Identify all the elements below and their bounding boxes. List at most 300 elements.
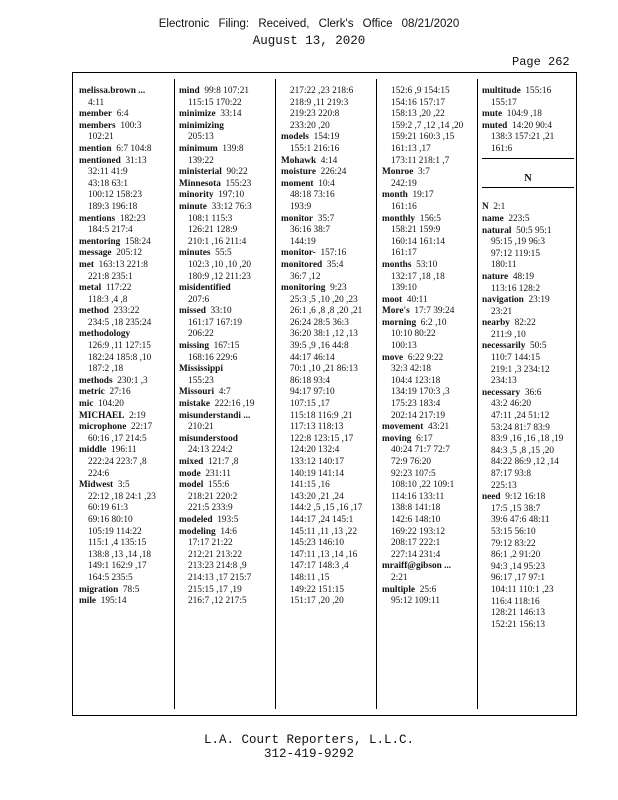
page-line-refs: 90:22	[226, 167, 248, 178]
index-references	[179, 237, 254, 249]
page-line-refs: 23:21	[491, 306, 513, 317]
page-line-refs: 158:13 ,20 ,22	[391, 109, 445, 120]
page-line-refs: 87:17 93:8	[491, 469, 532, 479]
index-references	[79, 295, 156, 307]
index-references	[281, 329, 362, 341]
index-references	[382, 329, 463, 341]
index-references	[482, 469, 574, 481]
page-line-refs: 107:15 ,17	[290, 399, 330, 410]
index-term: name	[482, 213, 504, 224]
index-references	[179, 260, 254, 272]
index-references	[482, 330, 574, 342]
index-entry	[79, 376, 156, 388]
index-references	[281, 422, 362, 434]
index-entry	[179, 167, 254, 179]
page-line-refs: 211:9 ,10	[491, 329, 526, 340]
page-line-refs: 133:12 140:17	[290, 457, 344, 467]
index-entry	[482, 318, 574, 330]
index-entry	[179, 515, 254, 527]
index-term: metric	[79, 387, 105, 398]
index-term: methodology	[79, 329, 131, 340]
index-references	[281, 295, 362, 307]
index-entry	[79, 387, 156, 399]
index-term: moment	[281, 178, 314, 189]
page-line-refs: 100:3	[120, 120, 142, 131]
index-term: Monroe	[382, 167, 414, 178]
page-line-refs: 205:12	[116, 248, 143, 259]
index-term: mraiff@gibson ...	[382, 561, 452, 572]
page-line-refs: 6:22 9:22	[407, 352, 444, 363]
index-entry	[179, 411, 254, 423]
index-references	[281, 573, 362, 585]
page-line-refs: 139:10	[391, 283, 417, 294]
index-entry	[382, 306, 463, 318]
page-line-refs: 213:23 214:8 ,9	[188, 561, 247, 572]
index-references	[79, 190, 156, 202]
index-references	[482, 365, 574, 377]
index-entry	[79, 144, 156, 156]
index-column-4	[382, 86, 463, 608]
index-references	[79, 550, 156, 562]
index-entry	[79, 121, 156, 133]
index-entry	[482, 341, 574, 353]
index-references	[79, 469, 156, 481]
page-line-refs: 104:11 110:1 ,23	[491, 584, 554, 595]
index-references	[281, 527, 362, 539]
page-line-refs: 86:18 93:4	[290, 375, 331, 386]
page-line-refs: 234:13	[491, 376, 517, 387]
page-line-refs: 126:21 128:9	[188, 225, 238, 236]
index-references	[382, 364, 463, 376]
page-line-refs: 17:7 39:24	[414, 306, 455, 317]
index-references	[179, 295, 254, 307]
page-line-refs: 94:3 ,14 95:23	[491, 561, 545, 572]
index-entry	[281, 283, 362, 295]
page-line-refs: 163:13 221:8	[98, 259, 148, 270]
page-line-refs: 78:5	[122, 584, 140, 595]
page-line-refs: 221:8 235:1	[88, 271, 133, 282]
page-line-refs: 44:17 46:14	[290, 352, 335, 363]
index-term: mode	[179, 468, 201, 479]
page-line-refs: 25:6	[419, 584, 437, 595]
page-line-refs: 184:5 217:4	[88, 225, 133, 236]
index-references	[281, 190, 362, 202]
page-line-refs: 40:11	[406, 294, 428, 305]
index-term: monitoring	[281, 283, 326, 294]
index-references	[281, 272, 362, 284]
index-term: misunderstood	[179, 433, 238, 444]
index-entry	[281, 156, 362, 168]
page-line-refs: 60:19 61:3	[88, 503, 129, 514]
page-line-refs: 2:19	[129, 410, 146, 421]
page-line-refs: 53:24 81:7 83:9	[491, 422, 550, 433]
page-line-refs: 222:24 223:7 ,8	[88, 457, 147, 467]
index-term: met	[79, 259, 94, 270]
index-entry	[482, 226, 574, 238]
page-line-refs: 139:22	[188, 155, 214, 166]
index-references	[382, 538, 463, 550]
index-term: months	[382, 259, 412, 270]
index-references	[281, 596, 362, 608]
page-line-refs: 102:21	[88, 132, 114, 143]
page-line-refs: 110:7 144:15	[491, 353, 540, 364]
index-references	[281, 364, 362, 376]
index-term: mixed	[179, 457, 204, 467]
index-references	[482, 539, 574, 551]
column-divider	[275, 79, 276, 709]
index-entry	[281, 214, 362, 226]
index-term: microphone	[79, 422, 127, 433]
index-entry	[179, 202, 254, 214]
index-references	[281, 144, 362, 156]
page-line-refs: 231:11	[205, 468, 231, 479]
index-entry	[79, 86, 156, 98]
page-line-refs: 175:23 183:4	[391, 399, 441, 410]
index-term: muted	[482, 120, 508, 131]
index-term: modeling	[179, 526, 216, 537]
page-line-refs: 36:7 ,12	[290, 271, 321, 282]
index-references	[382, 341, 463, 353]
index-entry	[179, 121, 254, 133]
index-references	[179, 561, 254, 573]
page-line-refs: 233:20 ,20	[290, 120, 330, 131]
page-line-refs: 10:4	[318, 178, 335, 189]
index-entry	[179, 86, 254, 98]
index-references	[281, 86, 362, 98]
index-references	[79, 364, 156, 376]
page-line-refs: 32:3 42:18	[391, 364, 432, 375]
index-term: metal	[79, 283, 102, 294]
index-references	[179, 503, 254, 515]
page-line-refs: 138:3 157:21 ,21	[491, 132, 555, 143]
index-references	[281, 434, 362, 446]
page-line-refs: 142:6 148:10	[391, 514, 441, 525]
page-line-refs: 9:12 16:18	[505, 492, 546, 503]
page-line-refs: 145:11 ,11 ,13 ,22	[290, 526, 357, 537]
page-line-refs: 108:1 115:3	[188, 213, 233, 224]
page-line-refs: 33:14	[220, 109, 242, 120]
index-references	[281, 237, 362, 249]
index-references	[482, 573, 574, 585]
page-line-refs: 14:6	[220, 526, 237, 537]
page-line-refs: 36:20 38:1 ,12 ,13	[290, 329, 358, 340]
index-references	[482, 132, 574, 144]
index-references	[382, 202, 463, 214]
index-term: mile	[79, 596, 97, 607]
page-line-refs: 196:11	[111, 445, 137, 456]
index-term: model	[179, 480, 204, 491]
index-references	[281, 109, 362, 121]
index-references	[382, 411, 463, 423]
index-references	[382, 109, 463, 121]
page-line-refs: 145:23 146:10	[290, 538, 344, 549]
reporter-company: L.A. Court Reporters, L.L.C.	[203, 733, 415, 747]
index-entry	[79, 248, 156, 260]
index-references	[482, 144, 574, 156]
page-line-refs: 233:22	[113, 306, 140, 317]
index-references	[79, 318, 156, 330]
index-term: members	[79, 120, 116, 131]
index-references	[179, 596, 254, 608]
page-line-refs: 26:24 28:5 36:3	[290, 317, 349, 328]
page-line-refs: 116:4 118:16	[491, 596, 540, 607]
index-references	[79, 167, 156, 179]
index-entry	[382, 318, 463, 330]
index-references	[179, 422, 254, 434]
index-references	[382, 179, 463, 191]
page-line-refs: 113:16 128:2	[491, 283, 540, 294]
index-entry	[79, 480, 156, 492]
page-line-refs: 202:14 217:19	[391, 410, 445, 421]
index-entry	[79, 214, 156, 226]
page-line-refs: 148:11 ,15	[290, 572, 330, 583]
page-line-refs: 168:16 229:6	[188, 352, 238, 363]
page-line-refs: 173:11 218:1 ,7	[391, 155, 450, 166]
index-references	[281, 550, 362, 562]
page-line-refs: 25:3 ,5 ,10 ,20 ,23	[290, 294, 358, 305]
index-references	[179, 329, 254, 341]
index-entry	[382, 561, 463, 573]
page-line-refs: 31:13	[125, 155, 147, 166]
index-entry	[79, 329, 156, 341]
page-line-refs: 104:9 ,18	[506, 109, 542, 120]
page-line-refs: 48:18 73:16	[290, 190, 335, 201]
index-references	[382, 387, 463, 399]
page-line-refs: 10:10 80:22	[391, 329, 436, 340]
index-references	[482, 446, 574, 458]
index-term: missed	[179, 306, 206, 317]
index-references	[382, 573, 463, 585]
page-line-refs: 217:22 ,23 218:6	[290, 86, 354, 96]
index-entry	[179, 364, 254, 376]
index-references	[281, 202, 362, 214]
index-references	[281, 480, 362, 492]
index-entry	[79, 306, 156, 318]
index-references	[382, 515, 463, 527]
index-entry	[482, 121, 574, 133]
index-entry	[179, 399, 254, 411]
index-entry	[482, 86, 574, 98]
page-line-refs: 105:19 114:22	[88, 526, 142, 537]
index-references	[281, 341, 362, 353]
hearing-date: August 13, 2020	[252, 34, 366, 48]
index-references	[482, 307, 574, 319]
index-references	[79, 272, 156, 284]
index-column-2	[179, 86, 254, 608]
index-term: member	[79, 109, 113, 120]
index-term: moving	[382, 433, 412, 444]
page-line-refs: 35:4	[326, 259, 344, 270]
page-line-refs: 144:2 ,5 ,15 ,16 ,17	[290, 503, 363, 514]
page-line-refs: 154:16 157:17	[391, 97, 445, 108]
page-line-refs: 27:16	[109, 387, 131, 398]
page-line-refs: 182:24 185:8 ,10	[88, 352, 152, 363]
page-line-refs: 17:5 ,15 38:7	[491, 503, 541, 514]
index-references	[179, 272, 254, 284]
index-references	[482, 585, 574, 597]
page-line-refs: 100:12 158:23	[88, 190, 142, 201]
page-line-refs: 4:7	[218, 387, 231, 398]
index-term: message	[79, 248, 112, 259]
page-line-refs: 35:7	[317, 213, 335, 224]
index-references	[382, 492, 463, 504]
index-entry	[482, 214, 574, 226]
page-line-refs: 102:3 ,10 ,10 ,20	[188, 259, 252, 270]
page-line-refs: 2:1	[493, 202, 506, 213]
page-line-refs: 114:16 133:11	[391, 491, 445, 502]
index-references	[382, 457, 463, 469]
page-line-refs: 100:13	[391, 341, 417, 352]
page-line-refs: 23:19	[528, 295, 550, 306]
index-references	[482, 423, 574, 435]
index-references	[281, 411, 362, 423]
page-line-refs: 72:9 76:20	[391, 457, 432, 467]
page-line-refs: 92:23 107:5	[391, 468, 436, 479]
page-line-refs: 140:19 141:14	[290, 468, 344, 479]
index-references	[382, 225, 463, 237]
index-references	[79, 503, 156, 515]
page-line-refs: 128:21 146:13	[491, 608, 545, 619]
index-entry	[281, 248, 362, 260]
page-line-refs: 3:7	[417, 167, 430, 178]
index-term: morning	[382, 317, 417, 328]
index-term: methods	[79, 375, 113, 386]
index-references	[482, 481, 574, 493]
index-references	[79, 225, 156, 237]
page-line-refs: 147:17 148:3 ,4	[290, 561, 349, 572]
index-term: mentions	[79, 213, 116, 224]
page-line-refs: 223:5	[508, 213, 530, 224]
index-references	[482, 597, 574, 609]
index-term: minimizing	[179, 120, 224, 131]
index-term: nearby	[482, 318, 510, 329]
index-term: Minnesota	[179, 178, 221, 189]
index-references	[482, 504, 574, 516]
index-references	[482, 550, 574, 562]
index-references	[79, 179, 156, 191]
index-entry	[79, 260, 156, 272]
index-references	[179, 573, 254, 585]
index-references	[382, 445, 463, 457]
page-line-refs: 154:19	[313, 132, 340, 143]
page-line-refs: 43:18 63:1	[88, 178, 129, 189]
page-line-refs: 39:6 47:6 48:11	[491, 515, 550, 526]
page-line-refs: 197:10	[218, 190, 245, 201]
index-references	[79, 492, 156, 504]
page-line-refs: 33:12 76:3	[211, 201, 252, 212]
index-term: mistake	[179, 399, 210, 410]
index-references	[281, 515, 362, 527]
index-references	[79, 515, 156, 527]
index-references	[482, 515, 574, 527]
index-references	[79, 538, 156, 550]
page-line-refs: 156:5	[419, 213, 441, 224]
index-term: need	[482, 492, 501, 503]
index-entry	[179, 144, 254, 156]
index-entry	[281, 260, 362, 272]
page-line-refs: 115:1 ,4 135:15	[88, 538, 147, 549]
page-line-refs: 195:14	[100, 596, 127, 607]
page-line-refs: 193:9	[290, 201, 312, 212]
index-column-3	[281, 86, 362, 608]
page-line-refs: 26:1 ,6 ,8 ,8 ,20 ,21	[290, 306, 363, 317]
index-references	[482, 434, 574, 446]
page-line-refs: 155:1 216:16	[290, 143, 340, 154]
index-references	[281, 376, 362, 388]
index-entry	[179, 469, 254, 481]
index-references	[79, 341, 156, 353]
page-line-refs: 94:17 97:10	[290, 387, 335, 398]
page-line-refs: 208:17 222:1	[391, 538, 441, 549]
page-line-refs: 83:9 ,16 ,16 ,18 ,19	[491, 434, 564, 445]
page-line-refs: 39:5 ,9 ,16 44:8	[290, 341, 349, 352]
index-references	[79, 527, 156, 539]
index-entry	[382, 422, 463, 434]
index-term: natural	[482, 225, 512, 236]
page-line-refs: 69:16 80:10	[88, 514, 133, 525]
page-line-refs: 50:5	[530, 341, 547, 352]
page-line-refs: 32:11 41:9	[88, 167, 128, 178]
page-line-refs: 210:1 ,16 211:4	[188, 236, 247, 247]
index-references	[179, 318, 254, 330]
index-references	[179, 225, 254, 237]
page-line-refs: 9:23	[330, 283, 347, 294]
page-line-refs: 161:17 167:19	[188, 317, 242, 328]
index-references	[281, 503, 362, 515]
page-line-refs: 96:17 ,17 97:1	[491, 573, 545, 584]
index-term: Mohawk	[281, 155, 317, 166]
page-line-refs: 115:18 116:9 ,21	[290, 410, 353, 421]
index-term: minority	[179, 190, 214, 201]
index-references	[482, 260, 574, 272]
index-references	[281, 399, 362, 411]
index-entry	[281, 179, 362, 191]
page-line-refs: 14:20 90:4	[511, 120, 552, 131]
page-line-refs: 224:6	[88, 468, 110, 479]
index-entry	[79, 411, 156, 423]
index-references	[281, 225, 362, 237]
index-references	[281, 306, 362, 318]
index-term: method	[79, 306, 109, 317]
page-line-refs: 164:5 235:5	[88, 572, 133, 583]
index-entry	[482, 109, 574, 121]
page-line-refs: 152:21 156:13	[491, 619, 545, 630]
index-entry	[179, 109, 254, 121]
page-line-refs: 22:12 ,18 24:1 ,23	[88, 491, 156, 502]
index-term: minute	[179, 201, 207, 212]
index-term: necessarily	[482, 341, 526, 352]
page-line-refs: 48:19	[512, 271, 535, 282]
index-references	[281, 98, 362, 110]
index-term: mute	[482, 109, 503, 120]
page-line-refs: 214:13 ,17 215:7	[188, 572, 252, 583]
index-term: mention	[79, 143, 112, 154]
page-line-refs: 161:13 ,17	[391, 143, 431, 154]
page-line-refs: 219:23 220:8	[290, 109, 340, 120]
page-line-refs: 95:12 109:11	[391, 596, 440, 607]
index-entry	[79, 399, 156, 411]
page-line-refs: 117:22	[105, 283, 132, 294]
index-term: move	[382, 352, 404, 363]
page-line-refs: 60:16 ,17 214:5	[88, 433, 147, 444]
page-line-refs: 155:6	[207, 480, 230, 491]
index-entry	[382, 167, 463, 179]
page-line-refs: 84:3 ,5 ,8 ,15 ,20	[491, 445, 555, 456]
page-line-refs: 117:13 118:13	[290, 422, 344, 433]
page-line-refs: 121:7 ,8	[207, 457, 239, 467]
index-term: monitor-	[281, 248, 316, 259]
index-term: N	[482, 202, 489, 213]
